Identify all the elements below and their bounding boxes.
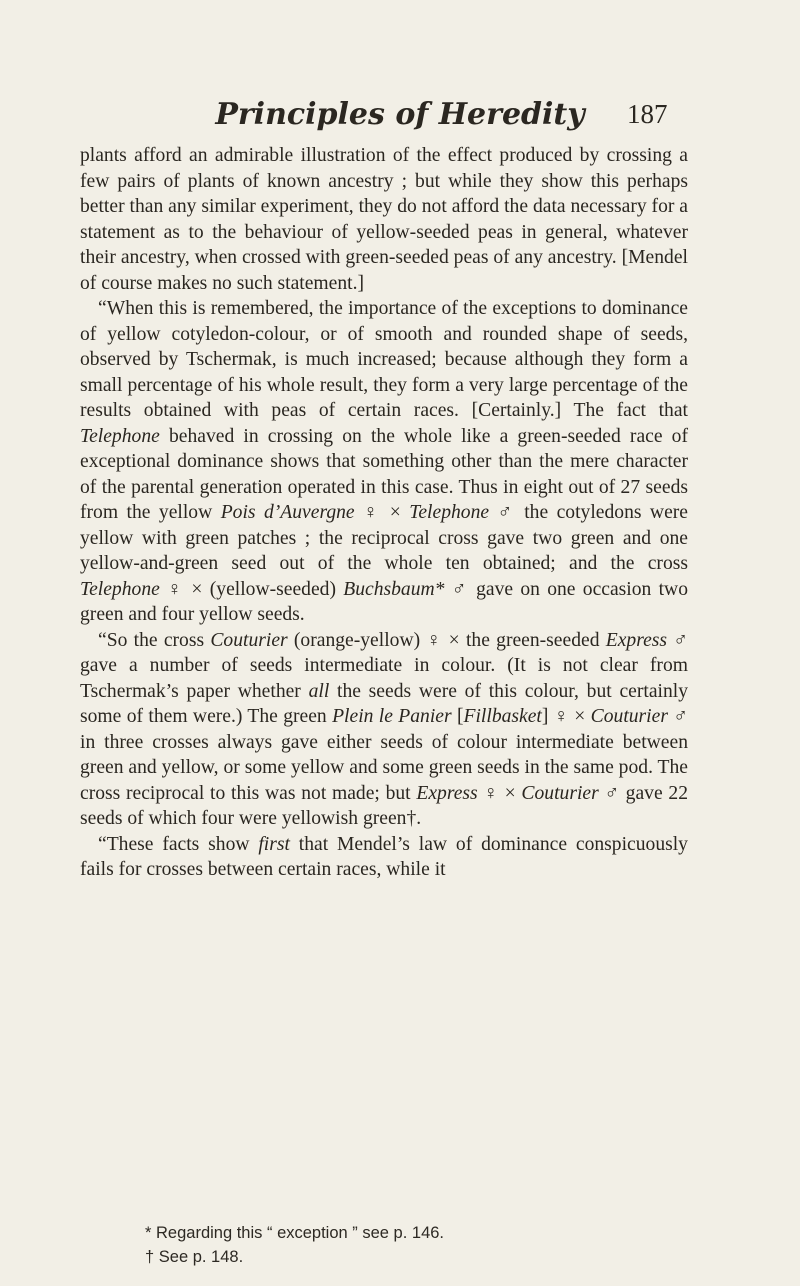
- p2-text-e: ♀ × (yellow-seeded): [159, 578, 344, 600]
- body-text: [80, 143, 688, 883]
- variety-buchsbaum: Buchsbaum*: [343, 578, 445, 600]
- p2-text-b: behaved in crossing on the whole like a green-seeded race of exceptional dominance shows that something other than the mere character of the parental generation operated in this case. Thus in eight out of 27 seeds from the yellow: [80, 425, 688, 523]
- p3-text-g: ♂ in three crosses always gave either seeds of colour intermediate between green and yellow, or some yellow and some green seeds in the same pod. The cross reciprocal to this was not made; but: [80, 706, 688, 804]
- variety-plein-le-panier: Plein le Panier: [332, 706, 452, 727]
- paragraph-1: [80, 143, 688, 296]
- footnote-2: † See p. 148.: [145, 1248, 244, 1266]
- page-header: [0, 97, 800, 137]
- paragraph-4: [80, 832, 688, 883]
- p2-text-a: “When this is remembered, the importance of the exceptions to dominance of yellow cotyledon-colour, or of smooth and rounded shape of seeds, observed by Tschermak, is much increased; because although they form a small percentage of his whole result, they form a very large percentage of the results obtained with peas of certain races. [Certainly.] The fact that: [80, 298, 688, 421]
- p3-text-f: ] ♀ ×: [541, 706, 591, 727]
- variety-couturier: Couturier: [521, 782, 599, 804]
- emphasis-first: first: [258, 833, 290, 855]
- p2-text-d: ♂ the cotyledons were yellow with green patches ; the reciprocal cross gave two green and one yellow-and-green seed out of the whole ten obtained; and the cross: [80, 502, 688, 574]
- p4-text-a: “These facts show: [98, 833, 259, 855]
- variety-express: Express: [416, 782, 478, 804]
- variety-pois-dauvergne: Pois d’Auvergne: [220, 502, 355, 523]
- variety-fillbasket: Fillbasket: [463, 706, 542, 727]
- p3-text-a: “So the cross: [98, 629, 211, 651]
- p3-text-c: ♂ gave a number of seeds intermediate in colour. (It is not clear from Tschermak’s paper whether: [80, 629, 689, 702]
- variety-telephone: Telephone: [409, 502, 490, 523]
- page-number: 187: [627, 99, 668, 129]
- variety-couturier: Couturier: [590, 706, 668, 727]
- variety-telephone: Telephone: [80, 578, 160, 600]
- running-title: Principles of Heredity: [215, 97, 585, 132]
- variety-couturier: Couturier: [210, 629, 288, 651]
- paragraph-2: [80, 296, 688, 628]
- p3-text-e: [: [451, 706, 464, 727]
- footnote-1: * Regarding this “ exception ” see p. 146.: [145, 1224, 445, 1242]
- p4-text-b: that Mendel’s law of dominance conspicuously fails for crosses between certain races, while it: [80, 833, 688, 880]
- p3-text-i: ♂ gave 22 seeds of which four were yellowish green†.: [80, 782, 688, 829]
- variety-telephone: Telephone: [80, 425, 160, 447]
- p3-text-d: the seeds were of this colour, but certainly some of them were.) The green: [80, 680, 688, 727]
- p3-text-h: ♀ ×: [477, 782, 522, 804]
- p3-text-b: (orange-yellow) ♀ × the green-seeded: [287, 629, 606, 651]
- paragraph-1-text: plants afford an admirable illustration of the effect produced by crossing a few pairs of plants of known ancestry ; but while they show this perhaps better than any similar experiment, they do not afford the data necessary for a statement as to the behaviour of yellow-seeded peas in general, whatever their ancestry, when crossed with green-seeded peas of any ancestry. [Mendel of course makes no such statement.]: [80, 145, 688, 294]
- p2-text-f: ♂ gave on one occasion two green and four yellow seeds.: [80, 578, 688, 625]
- variety-express: Express: [605, 629, 668, 651]
- paragraph-3: [80, 628, 688, 832]
- emphasis-all: all: [308, 680, 330, 702]
- p2-text-c: ♀ ×: [354, 502, 410, 523]
- footnotes: [145, 1221, 665, 1269]
